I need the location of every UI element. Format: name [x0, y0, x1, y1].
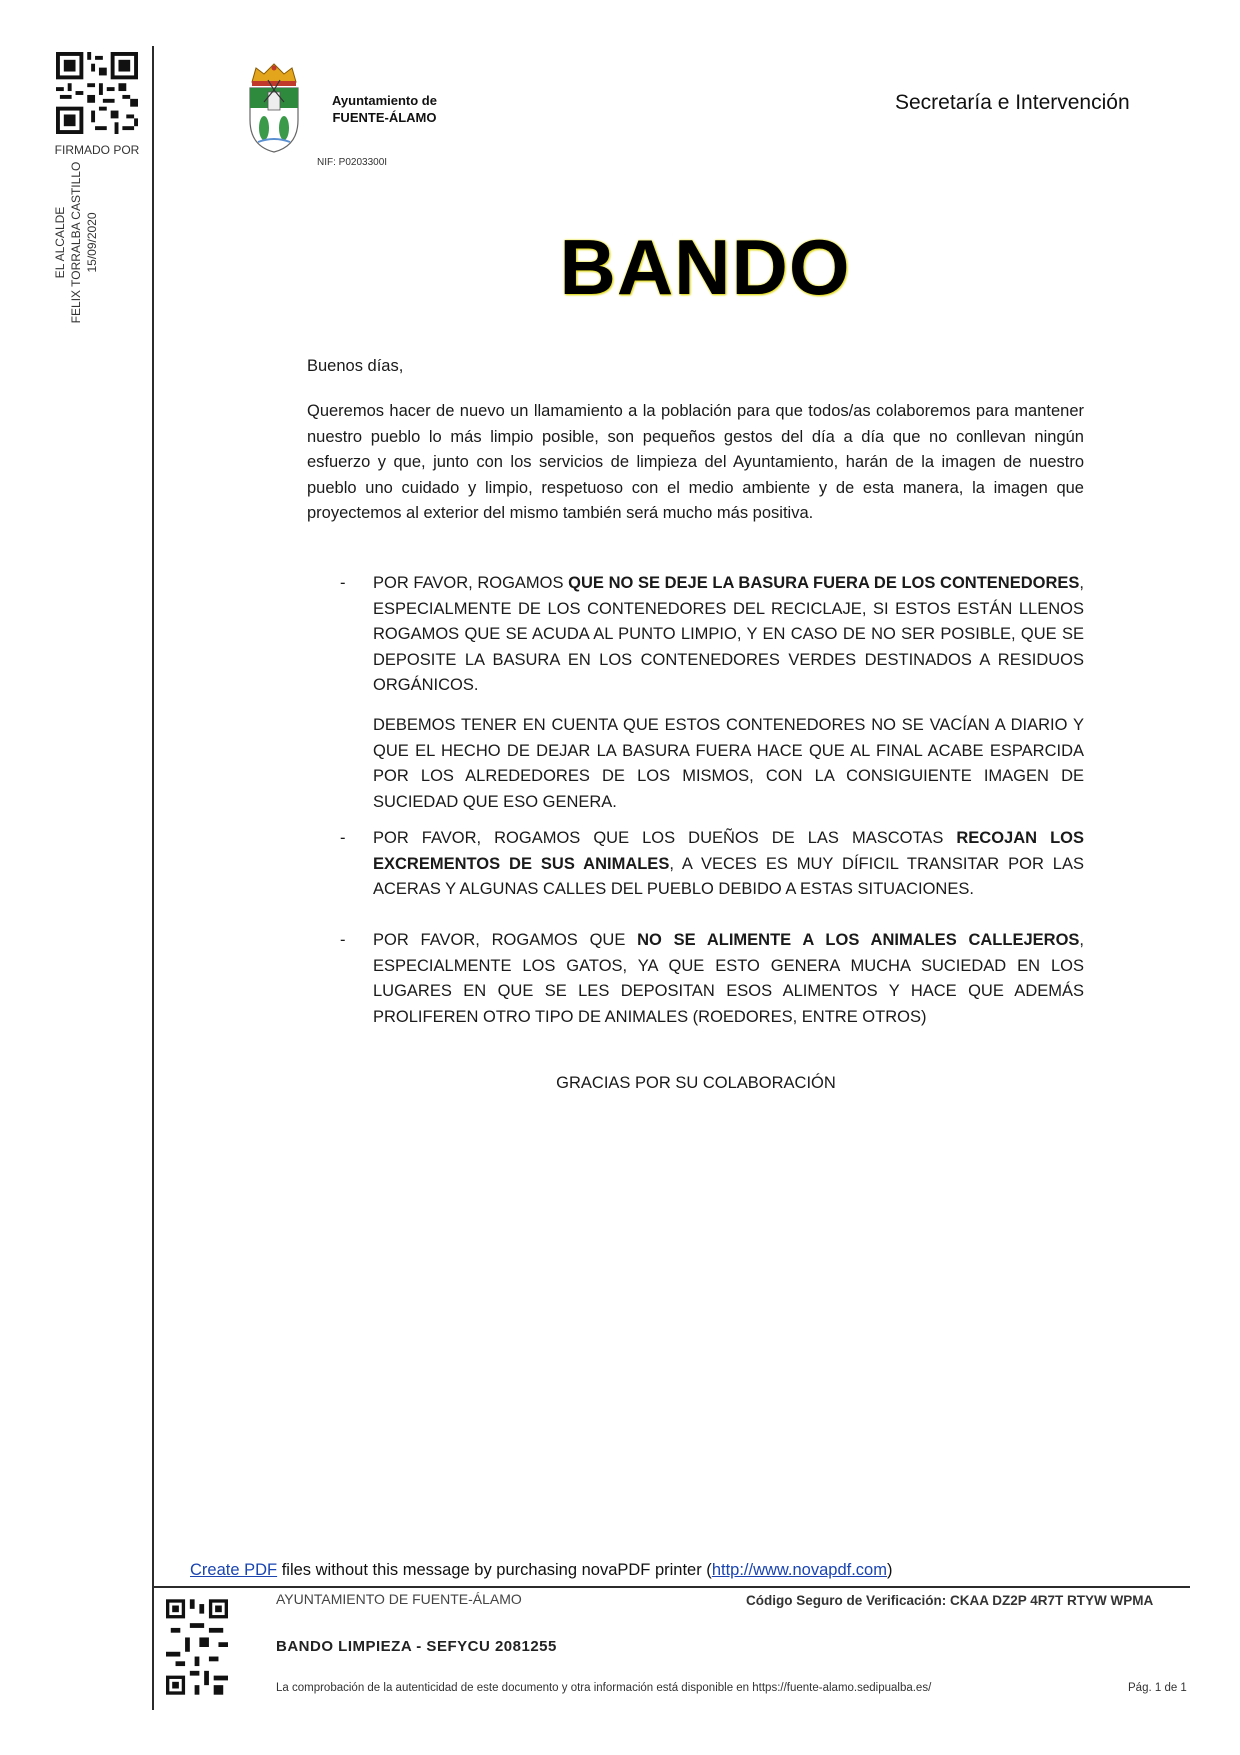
signer-role: EL ALCALDE — [53, 206, 67, 279]
footer-municipality: AYUNTAMIENTO DE FUENTE-ÁLAMO — [276, 1591, 522, 1607]
item-text: POR FAVOR, ROGAMOS QUE LOS DUEÑOS DE LAS MASCOTAS — [373, 829, 957, 847]
greeting: Buenos días, — [307, 357, 404, 375]
notice-text: files without this message by purchasing novaPDF printer ( — [277, 1561, 712, 1579]
list-item — [373, 571, 1084, 699]
item-emphasis: QUE NO SE DEJE LA BASURA FUERA DE LOS CONTENEDORES — [568, 574, 1080, 592]
item-emphasis: RECOJAN LOS EXCREMENTOS DE SUS ANIMALES — [373, 829, 1084, 873]
signer-name: FELIX TORRALBA CASTILLO — [69, 161, 83, 324]
closing-thanks: GRACIAS POR SU COLABORACIÓN — [556, 1074, 836, 1092]
coat-of-arms-icon — [246, 62, 302, 154]
bullet-dash: - — [340, 574, 346, 592]
item-text: , ESPECIALMENTE DE LOS CONTENEDORES DEL RECICLAJE, SI ESTOS ESTÁN LLENOS ROGAMOS QUE SE ACUDA AL PUNTO LIMPIO, Y EN CASO DE NO SER POSIBLE, QUE SE DEPOSITE LA BASURA EN LOS CONTENEDORES VERDES DESTINADOS A RESIDUOS ORGÁNICOS. — [373, 574, 1084, 694]
authenticity-note: La comprobación de la autenticidad de este documento y otra información está disponible en https://fuente-alamo.sedipualba.es/ — [276, 1682, 932, 1694]
qr-code-icon — [56, 52, 138, 134]
bullet-dash: - — [340, 931, 346, 949]
item-text: POR FAVOR, ROGAMOS QUE — [373, 931, 638, 949]
item-text: , A VECES ES MUY DÍFICIL TRANSITAR POR LAS ACERAS Y ALGUNAS CALLES DEL PUEBLO DEBIDO A ESTAS SITUACIONES. — [373, 854, 1084, 898]
item-emphasis: NO SE ALIMENTE A LOS ANIMALES CALLEJEROS — [637, 931, 1080, 949]
list-item — [373, 826, 1084, 903]
department-heading: Secretaría e Intervención — [895, 91, 1130, 114]
novapdf-url-link[interactable]: http://www.novapdf.com — [711, 1561, 887, 1579]
nif-label: NIF: P0203300I — [317, 157, 388, 168]
intro-paragraph: Queremos hacer de nuevo un llamamiento a la población para que todos/as colaboremos para mantener nuestro pueblo lo más limpio posible, son pequeños gestos del día a día que no conllevan ningún esfuerzo y que, junto con los servicios de limpieza del Ayuntamiento, harán de la imagen de nuestro pueblo uno cuidado y limpio, respetuoso con el medio ambiente y de esta manera, la imagen que proyectemos al exterior del mismo también será mucho más positiva. — [307, 402, 1084, 522]
page-number: Pág. 1 de 1 — [1128, 1682, 1187, 1694]
item-text: POR FAVOR, ROGAMOS — [373, 574, 569, 592]
item-text: , ESPECIALMENTE LOS GATOS, YA QUE ESTO GENERA MUCHA SUCIEDAD EN LOS LUGARES EN QUE SE LES DEPOSITAN ESOS ALIMENTOS Y HACE QUE ADEMÁS PROLIFEREN OTRO TIPO DE ANIMALES (ROEDORES, ENTRE OTROS) — [373, 931, 1085, 1026]
qr-code-icon — [166, 1599, 228, 1695]
ayto-line-2: FUENTE-ÁLAMO — [332, 110, 437, 125]
create-pdf-link[interactable]: Create PDF — [190, 1561, 278, 1579]
ayto-line-1: Ayuntamiento de — [332, 93, 437, 108]
list-item — [373, 928, 1084, 1030]
novapdf-notice — [190, 1561, 892, 1580]
document-title: BANDO — [559, 223, 851, 311]
notice-text: ) — [886, 1561, 893, 1579]
signed-by-label: FIRMADO POR — [54, 143, 140, 157]
list-item-note: DEBEMOS TENER EN CUENTA QUE ESTOS CONTENEDORES NO SE VACÍAN A DIARIO Y QUE EL HECHO DE DEJAR LA BASURA FUERA HACE QUE AL FINAL ACABE ESPARCIDA POR LOS ALREDEDORES DE LOS MISMOS, CON LA CONSIGUIENTE IMAGEN DE SUCIEDAD QUE ESO GENERA. — [373, 716, 1084, 811]
document-reference: BANDO LIMPIEZA - SEFYCU 2081255 — [276, 1638, 557, 1655]
footer-rule — [152, 1586, 1190, 1588]
verification-code: Código Seguro de Verificación: CKAA DZ2P 4R7T RTYW WPMA — [746, 1593, 1154, 1608]
sign-date: 15/09/2020 — [85, 212, 99, 273]
bullet-dash: - — [340, 829, 346, 847]
municipality-name — [332, 92, 437, 126]
